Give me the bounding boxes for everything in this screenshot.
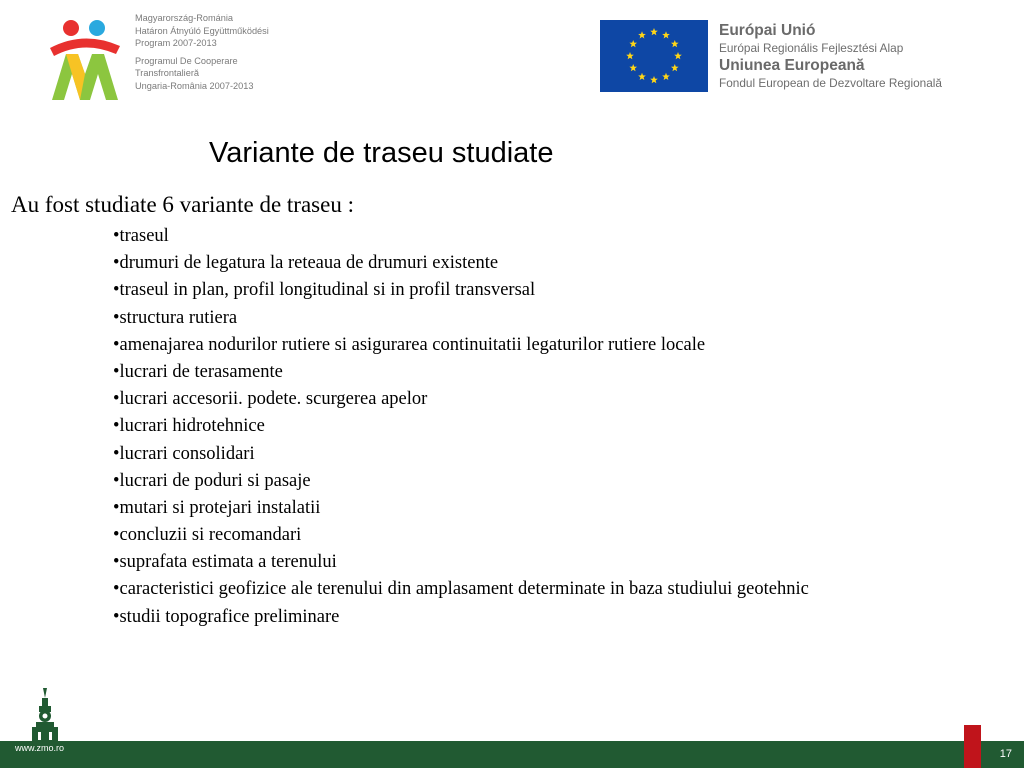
bullet-item: •mutari si protejari instalatii xyxy=(113,497,321,518)
slide-title: Variante de traseu studiate xyxy=(209,137,554,169)
bullet-item: •suprafata estimata a terenului xyxy=(113,552,337,573)
bullet-item: •studii topografice preliminare xyxy=(113,606,340,627)
program-text xyxy=(135,12,310,93)
eu-text xyxy=(719,21,979,91)
program-line: Program 2007-2013 xyxy=(135,38,217,49)
program-line: Határon Átnyúló Együttműködési xyxy=(135,25,269,36)
program-header xyxy=(44,8,304,108)
program-line: Magyarország-Románia xyxy=(135,13,234,23)
eu-title-hu: Európai Unió xyxy=(719,22,816,39)
bullet-item: •lucrari hidrotehnice xyxy=(113,416,265,437)
footer-url[interactable]: www.zmo.ro xyxy=(15,743,65,753)
eu-fund-hu: Európai Regionális Fejlesztési Alap xyxy=(719,41,904,55)
eu-title-ro: Uniunea Europeană xyxy=(719,57,865,74)
bullet-item: •amenajarea nodurilor rutiere si asigurarea continuitatii legaturilor rutiere locale xyxy=(113,334,706,355)
bullet-item: •lucrari consolidari xyxy=(113,443,255,464)
accent-marker xyxy=(964,725,981,768)
slide-intro: Au fost studiate 6 variante de traseu : xyxy=(11,192,354,217)
footer-bar xyxy=(0,741,1024,768)
bullet-list xyxy=(113,225,809,633)
tower-icon xyxy=(28,688,62,742)
bullet-item: •lucrari de poduri si pasaje xyxy=(113,470,311,491)
page-number: 17 xyxy=(999,748,1012,760)
program-logo-icon xyxy=(44,16,126,102)
bullet-item: •drumuri de legatura la reteaua de drumuri existente xyxy=(113,253,499,274)
bullet-item: •lucrari accesorii. podete. scurgerea apelor xyxy=(113,389,428,410)
bullet-item: •traseul xyxy=(113,226,169,246)
eu-header xyxy=(600,20,980,95)
program-line: Transfrontalieră xyxy=(135,68,199,79)
program-line: Programul De Cooperare xyxy=(135,55,238,66)
bullet-item: •caracteristici geofizice ale terenului din amplasament determinate in baza studiului geotehnic xyxy=(113,579,809,600)
bullet-item: •lucrari de terasamente xyxy=(113,361,283,382)
bullet-item: •concluzii si recomandari xyxy=(113,525,302,546)
bullet-item: •traseul in plan, profil longitudinal si in profil transversal xyxy=(113,280,536,301)
bullet-item: •structura rutiera xyxy=(113,307,238,328)
eu-fund-ro: Fondul European de Dezvoltare Regională xyxy=(719,76,942,90)
program-line: Ungaria-România 2007-2013 xyxy=(135,80,254,91)
eu-flag-icon xyxy=(600,20,708,92)
